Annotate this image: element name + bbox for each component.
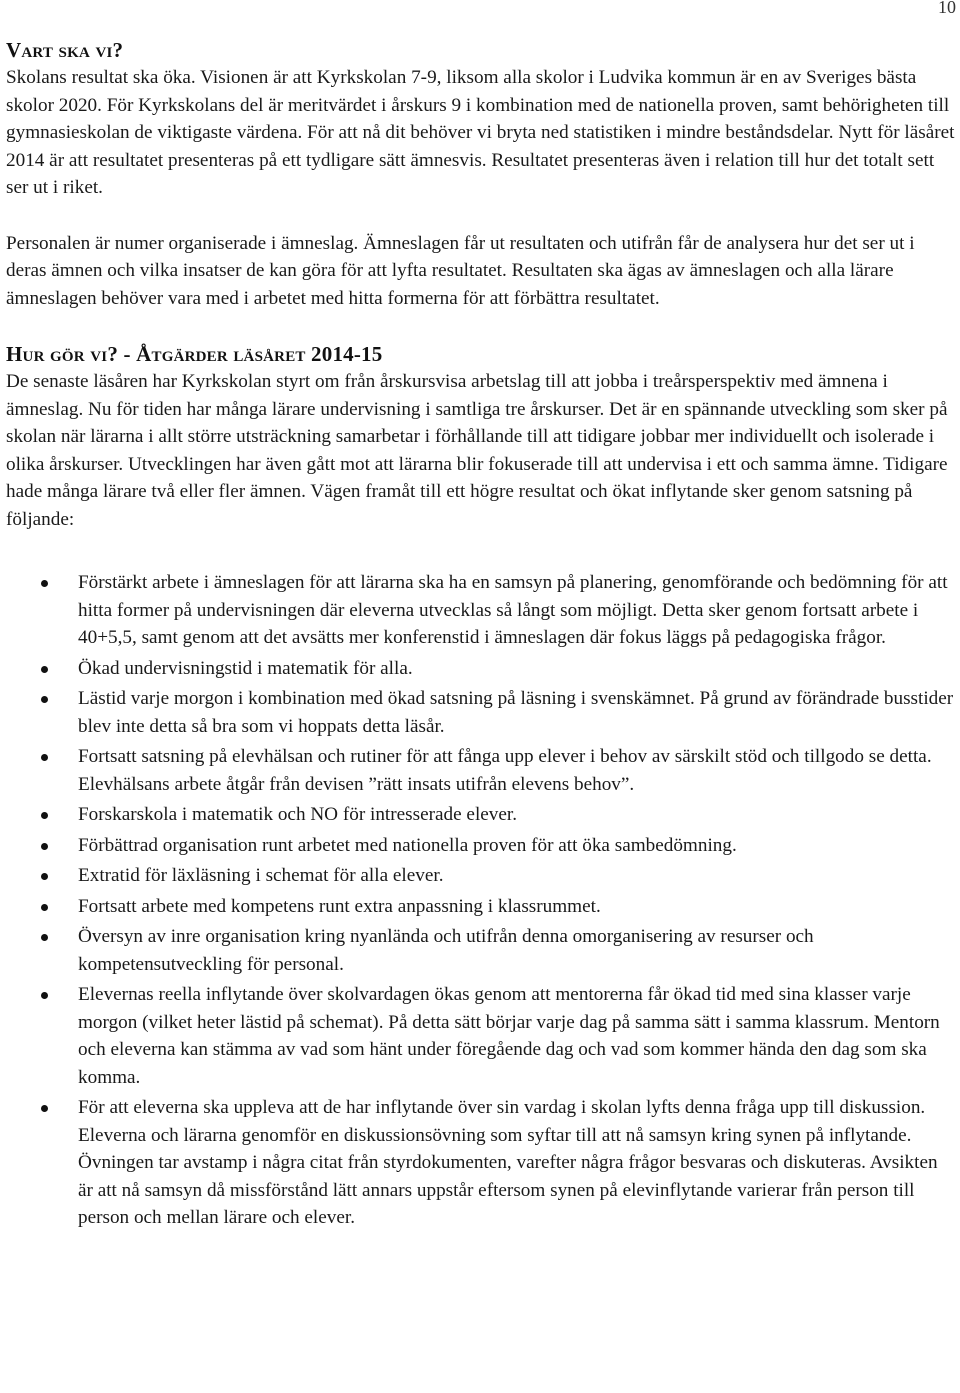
bullet-icon	[41, 904, 48, 911]
list-item: Översyn av inre organisation kring nyanlända och utifrån denna omorganisering av resurser och kompetensutveckling för personal.	[6, 923, 956, 978]
section-heading-hur-gor-vi: Hur gör vi? - Åtgärder läsåret 2014-15	[6, 342, 383, 366]
section-heading-vart-ska-vi: Vart ska vi?	[6, 38, 124, 62]
bullet-icon	[41, 843, 48, 850]
section1-paragraph-1: Skolans resultat ska öka. Visionen är att Kyrkskolan 7-9, liksom alla skolor i Ludvika kommun är en av Sveriges bästa skolor 2020. För Kyrkskolans del är meritvärdet i årskurs 9 i kombination med de nationella proven, samt behörigheten till gymnasieskolan de viktigaste värdena. För att nå dit behöver vi bryta ned statistiken i mindre beståndsdelar. Nytt för läsåret 2014 är att resultatet presenteras på ett tydligare sätt ämnesvis. Resultatet presenteras även i relation till hur det totalt sett ser ut i riket.	[6, 67, 955, 198]
list-item: Ökad undervisningstid i matematik för alla.	[6, 655, 956, 683]
bullet-icon	[41, 812, 48, 819]
bullet-icon	[41, 696, 48, 703]
page-content	[6, 36, 956, 1235]
list-item: Fortsatt arbete med kompetens runt extra anpassning i klassrummet.	[6, 893, 956, 921]
list-item: För att eleverna ska uppleva att de har inflytande över sin vardag i skolan lyfts denna fråga upp till diskussion. Eleverna och lärarna genomför en diskussionsövning som syftar till att nå samsyn kring synen på inflytande. Övningen tar avstamp i några citat från styrdokumenten, varefter några frågor besvaras och diskuteras. Avsikten är att nå samsyn då missförstånd lätt annars uppstår eftersom synen på elevinflytande varierar från person till person och mellan lärare och elever.	[6, 1094, 956, 1232]
bullet-icon	[41, 934, 48, 941]
action-list	[6, 569, 956, 1232]
bullet-icon	[41, 992, 48, 999]
bullet-icon	[41, 666, 48, 673]
page-number: 10	[938, 0, 956, 17]
section1-paragraph-2: Personalen är numer organiserade i ämneslag. Ämneslagen får ut resultaten och utifrån får de analysera hur det ser ut i deras ämnen och vilka insatser de kan göra för att lyfta resultatet. Resultaten ska ägas av ämneslagen och alla lärare ämneslagen behöver vara med i arbetet med hitta formerna för att förbättra resultatet.	[6, 232, 915, 309]
bullet-icon	[41, 580, 48, 587]
list-item: Lästid varje morgon i kombination med ökad satsning på läsning i svenskämnet. På grund av förändrade busstider blev inte detta så bra som vi hoppats detta läsår.	[6, 685, 956, 740]
section2-paragraph-1: De senaste läsåren har Kyrkskolan styrt om från årskursvisa arbetslag till att jobba i treårsperspektiv med ämnena i ämneslag. Nu för tiden har många lärare undervisning i samtliga tre årskurser. Det är en spännande utveckling som sker på skolan när lärarna i allt större utsträckning samarbetar i förhållande till att tidigare jobbar mer individuellt och isolerade i olika årskurser. Utvecklingen har även gått mot att lärarna blir fokuserade till att undervisa i ett och samma ämne. Tidigare hade många lärare två eller fler ämnen. Vägen framåt till ett högre resultat och ökat inflytande sker genom satsning på följande:	[6, 371, 948, 530]
list-item: Förbättrad organisation runt arbetet med nationella proven för att öka sambedömning.	[6, 832, 956, 860]
list-item: Förstärkt arbete i ämneslagen för att lärarna ska ha en samsyn på planering, genomförande och bedömning för att hitta former på undervisningen där eleverna utvecklas så långt som möjligt. Detta sker genom fortsatt arbete i 40+5,5, samt genom att det avsätts mer konferenstid i ämneslagen där fokus läggs på pedagogiska frågor.	[6, 569, 956, 652]
bullet-icon	[41, 754, 48, 761]
list-item: Fortsatt satsning på elevhälsan och rutiner för att fånga upp elever i behov av särskilt stöd och tillgodo se detta. Elevhälsans arbete åtgår från devisen ”rätt insats utifrån elevens behov”.	[6, 743, 956, 798]
list-item: Extratid för läxläsning i schemat för alla elever.	[6, 862, 956, 890]
bullet-icon	[41, 873, 48, 880]
bullet-icon	[41, 1105, 48, 1112]
list-item: Forskarskola i matematik och NO för intresserade elever.	[6, 801, 956, 829]
list-item: Elevernas reella inflytande över skolvardagen ökas genom att mentorerna får ökad tid med sina klasser varje morgon (vilket heter lästid på schemat). På detta sätt börjar varje dag på samma sätt i samma klassrum. Mentorn och eleverna kan stämma av vad som hänt under föregående dag och vad som kommer hända den dag som ska komma.	[6, 981, 956, 1091]
